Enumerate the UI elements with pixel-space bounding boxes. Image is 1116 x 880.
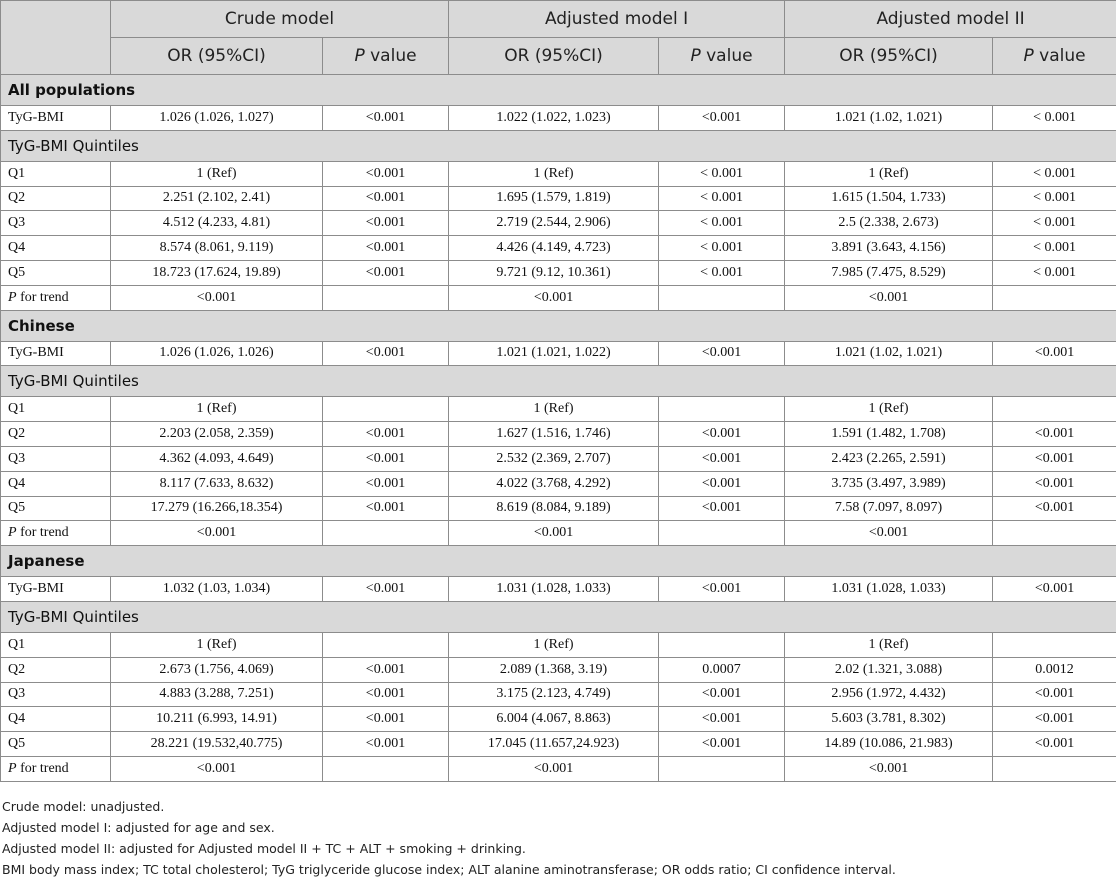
or-adj2-cell: 1.031 (1.028, 1.033) [785, 577, 993, 602]
or-adj1-cell: 17.045 (11.657,24.923) [449, 732, 659, 757]
p-adj2-cell: <0.001 [993, 341, 1116, 366]
or-adj2-cell: 7.985 (7.475, 8.529) [785, 260, 993, 285]
trend-rest: for trend [17, 290, 69, 305]
or-adj2-cell: 7.58 (7.097, 8.097) [785, 496, 993, 521]
trend-adj2-cell: <0.001 [785, 285, 993, 310]
or-crude-cell: 1 (Ref) [111, 397, 323, 422]
p-crude-cell: <0.001 [323, 341, 449, 366]
or-adj1-cell: 1 (Ref) [449, 397, 659, 422]
or-crude-cell: 2.251 (2.102, 2.41) [111, 186, 323, 211]
or-adj1-cell: 2.089 (1.368, 3.19) [449, 657, 659, 682]
trend-adj1-cell: <0.001 [449, 521, 659, 546]
trend-adj2-p-cell [993, 521, 1116, 546]
p-crude-cell: <0.001 [323, 732, 449, 757]
p-adj2-cell [993, 397, 1116, 422]
trend-adj2-cell: <0.001 [785, 756, 993, 781]
header-or-adj1: OR (95%CI) [449, 38, 659, 75]
or-adj1-cell: 6.004 (4.067, 8.863) [449, 707, 659, 732]
p-adj1-cell: <0.001 [659, 422, 785, 447]
trend-rest: for trend [17, 761, 69, 776]
quintile-row [1, 471, 1116, 496]
p-trend-label [1, 756, 111, 781]
p-adj2-cell: < 0.001 [993, 161, 1116, 186]
quintile-row [1, 211, 1116, 236]
or-crude-cell: 1.026 (1.026, 1.027) [111, 106, 323, 131]
quintile-row [1, 397, 1116, 422]
p-adj2-cell: 0.0012 [993, 657, 1116, 682]
or-adj1-cell: 1.021 (1.021, 1.022) [449, 341, 659, 366]
p-adj2-cell: < 0.001 [993, 186, 1116, 211]
p-adj1-cell: < 0.001 [659, 260, 785, 285]
footnote-abbreviations: BMI body mass index; TC total cholesterol; TyG triglyceride glucose index; ALT alanine aminotransferase; OR odds ratio; CI confidence interval. [2, 859, 896, 880]
row-label-cell: TyG-BMI [1, 577, 111, 602]
p-adj2-cell: <0.001 [993, 577, 1116, 602]
or-crude-cell: 1 (Ref) [111, 632, 323, 657]
p-adj1-cell: <0.001 [659, 577, 785, 602]
p-adj1-cell: < 0.001 [659, 236, 785, 261]
row-label-cell: Q2 [1, 657, 111, 682]
p-crude-cell [323, 632, 449, 657]
row-label-cell: Q4 [1, 471, 111, 496]
p-adj1-cell: <0.001 [659, 106, 785, 131]
or-crude-cell: 8.574 (8.061, 9.119) [111, 236, 323, 261]
trend-crude-p-cell [323, 285, 449, 310]
or-adj2-cell: 1.021 (1.02, 1.021) [785, 341, 993, 366]
trend-adj1-p-cell [659, 285, 785, 310]
p-rest: value [701, 46, 753, 66]
or-crude-cell: 4.883 (3.288, 7.251) [111, 682, 323, 707]
p-adj1-cell [659, 397, 785, 422]
p-adj2-cell: < 0.001 [993, 211, 1116, 236]
header-or-crude: OR (95%CI) [111, 38, 323, 75]
row-label-cell: Q3 [1, 446, 111, 471]
quintile-row [1, 446, 1116, 471]
p-italic: P [8, 525, 17, 540]
section-header-label: Japanese [1, 546, 1116, 577]
or-adj2-cell: 2.956 (1.972, 4.432) [785, 682, 993, 707]
tyg-bmi-row [1, 341, 1116, 366]
trend-crude-cell: <0.001 [111, 521, 323, 546]
or-adj1-cell: 1.022 (1.022, 1.023) [449, 106, 659, 131]
row-label-cell: Q1 [1, 397, 111, 422]
or-adj2-cell: 5.603 (3.781, 8.302) [785, 707, 993, 732]
p-crude-cell: <0.001 [323, 682, 449, 707]
row-label-cell: TyG-BMI [1, 341, 111, 366]
tyg-bmi-row [1, 577, 1116, 602]
quintiles-header [1, 130, 1116, 161]
p-trend-label [1, 521, 111, 546]
header-adjusted-model-1: Adjusted model I [449, 1, 785, 38]
or-adj1-cell: 9.721 (9.12, 10.361) [449, 260, 659, 285]
or-adj1-cell: 4.022 (3.768, 4.292) [449, 471, 659, 496]
quintile-row [1, 161, 1116, 186]
p-adj1-cell: 0.0007 [659, 657, 785, 682]
or-adj2-cell: 2.423 (2.265, 2.591) [785, 446, 993, 471]
p-adj1-cell: <0.001 [659, 446, 785, 471]
or-adj1-cell: 2.532 (2.369, 2.707) [449, 446, 659, 471]
p-crude-cell: <0.001 [323, 186, 449, 211]
p-adj1-cell: <0.001 [659, 682, 785, 707]
or-adj1-cell: 1.695 (1.579, 1.819) [449, 186, 659, 211]
table-body [1, 75, 1116, 782]
or-crude-cell: 4.512 (4.233, 4.81) [111, 211, 323, 236]
p-adj1-cell: <0.001 [659, 732, 785, 757]
p-trend-label [1, 285, 111, 310]
table-footnotes [2, 796, 896, 880]
row-label-cell: Q5 [1, 260, 111, 285]
or-crude-cell: 1 (Ref) [111, 161, 323, 186]
footnote-adjusted-1: Adjusted model I: adjusted for age and sex. [2, 817, 896, 838]
quintile-row [1, 707, 1116, 732]
row-label-cell: Q4 [1, 707, 111, 732]
header-p-adj2 [993, 38, 1116, 75]
p-adj2-cell: <0.001 [993, 422, 1116, 447]
p-crude-cell: <0.001 [323, 446, 449, 471]
p-adj2-cell: < 0.001 [993, 106, 1116, 131]
or-crude-cell: 8.117 (7.633, 8.632) [111, 471, 323, 496]
p-italic: P [354, 46, 364, 66]
trend-adj1-p-cell [659, 521, 785, 546]
trend-crude-p-cell [323, 521, 449, 546]
section-header [1, 75, 1116, 106]
or-adj2-cell: 3.735 (3.497, 3.989) [785, 471, 993, 496]
quintiles-header [1, 366, 1116, 397]
p-crude-cell: <0.001 [323, 496, 449, 521]
row-label-cell: Q3 [1, 682, 111, 707]
or-adj2-cell: 1.615 (1.504, 1.733) [785, 186, 993, 211]
quintiles-header-label: TyG-BMI Quintiles [1, 366, 1116, 397]
trend-crude-cell: <0.001 [111, 285, 323, 310]
trend-adj1-cell: <0.001 [449, 285, 659, 310]
p-adj2-cell: < 0.001 [993, 236, 1116, 261]
header-crude-model: Crude model [111, 1, 449, 38]
or-adj2-cell: 14.89 (10.086, 21.983) [785, 732, 993, 757]
header-p-adj1 [659, 38, 785, 75]
p-italic: P [8, 290, 17, 305]
or-adj2-cell: 2.02 (1.321, 3.088) [785, 657, 993, 682]
quintile-row [1, 632, 1116, 657]
row-label-cell: Q1 [1, 632, 111, 657]
row-label-cell: Q5 [1, 496, 111, 521]
trend-adj2-p-cell [993, 756, 1116, 781]
trend-adj2-cell: <0.001 [785, 521, 993, 546]
quintile-row [1, 732, 1116, 757]
p-adj1-cell: <0.001 [659, 341, 785, 366]
quintile-row [1, 657, 1116, 682]
row-label-cell: Q5 [1, 732, 111, 757]
footnote-crude: Crude model: unadjusted. [2, 796, 896, 817]
or-adj1-cell: 8.619 (8.084, 9.189) [449, 496, 659, 521]
quintile-row [1, 186, 1116, 211]
quintile-row [1, 236, 1116, 261]
p-adj1-cell: < 0.001 [659, 186, 785, 211]
p-adj2-cell: < 0.001 [993, 260, 1116, 285]
p-trend-row [1, 756, 1116, 781]
p-adj2-cell: <0.001 [993, 446, 1116, 471]
quintiles-header-label: TyG-BMI Quintiles [1, 601, 1116, 632]
trend-adj1-cell: <0.001 [449, 756, 659, 781]
footnote-adjusted-2: Adjusted model II: adjusted for Adjusted model II + TC + ALT + smoking + drinking. [2, 838, 896, 859]
p-italic: P [8, 761, 17, 776]
or-adj1-cell: 4.426 (4.149, 4.723) [449, 236, 659, 261]
p-adj2-cell: <0.001 [993, 496, 1116, 521]
or-adj1-cell: 1 (Ref) [449, 632, 659, 657]
quintile-row [1, 260, 1116, 285]
row-label-cell: Q2 [1, 186, 111, 211]
header-p-crude [323, 38, 449, 75]
trend-crude-p-cell [323, 756, 449, 781]
p-crude-cell: <0.001 [323, 471, 449, 496]
p-adj1-cell: < 0.001 [659, 211, 785, 236]
p-rest: value [1034, 46, 1086, 66]
trend-adj1-p-cell [659, 756, 785, 781]
row-label-cell: TyG-BMI [1, 106, 111, 131]
p-adj1-cell [659, 632, 785, 657]
p-trend-row [1, 285, 1116, 310]
or-adj2-cell: 1.021 (1.02, 1.021) [785, 106, 993, 131]
quintiles-header-label: TyG-BMI Quintiles [1, 130, 1116, 161]
header-or-adj2: OR (95%CI) [785, 38, 993, 75]
table-header [1, 1, 1116, 75]
p-italic: P [1023, 46, 1033, 66]
or-adj2-cell: 3.891 (3.643, 4.156) [785, 236, 993, 261]
or-crude-cell: 1.032 (1.03, 1.034) [111, 577, 323, 602]
p-adj1-cell: < 0.001 [659, 161, 785, 186]
row-label-cell: Q1 [1, 161, 111, 186]
p-adj2-cell: <0.001 [993, 682, 1116, 707]
p-adj1-cell: <0.001 [659, 471, 785, 496]
p-crude-cell: <0.001 [323, 106, 449, 131]
p-crude-cell: <0.001 [323, 236, 449, 261]
p-trend-row [1, 521, 1116, 546]
tyg-bmi-row [1, 106, 1116, 131]
p-crude-cell: <0.001 [323, 260, 449, 285]
p-adj2-cell: <0.001 [993, 707, 1116, 732]
or-crude-cell: 4.362 (4.093, 4.649) [111, 446, 323, 471]
section-header [1, 310, 1116, 341]
or-adj2-cell: 2.5 (2.338, 2.673) [785, 211, 993, 236]
p-crude-cell: <0.001 [323, 161, 449, 186]
or-adj2-cell: 1 (Ref) [785, 397, 993, 422]
or-adj1-cell: 3.175 (2.123, 4.749) [449, 682, 659, 707]
or-adj1-cell: 1.031 (1.028, 1.033) [449, 577, 659, 602]
trend-adj2-p-cell [993, 285, 1116, 310]
p-adj2-cell [993, 632, 1116, 657]
p-crude-cell: <0.001 [323, 657, 449, 682]
or-crude-cell: 10.211 (6.993, 14.91) [111, 707, 323, 732]
section-header-label: All populations [1, 75, 1116, 106]
or-adj2-cell: 1 (Ref) [785, 632, 993, 657]
p-crude-cell [323, 397, 449, 422]
quintile-row [1, 682, 1116, 707]
section-header [1, 546, 1116, 577]
p-crude-cell: <0.001 [323, 211, 449, 236]
or-crude-cell: 28.221 (19.532,40.775) [111, 732, 323, 757]
p-adj1-cell: <0.001 [659, 496, 785, 521]
quintiles-header [1, 601, 1116, 632]
row-label-cell: Q4 [1, 236, 111, 261]
p-italic: P [690, 46, 700, 66]
or-crude-cell: 2.673 (1.756, 4.069) [111, 657, 323, 682]
or-adj2-cell: 1.591 (1.482, 1.708) [785, 422, 993, 447]
or-crude-cell: 1.026 (1.026, 1.026) [111, 341, 323, 366]
or-crude-cell: 18.723 (17.624, 19.89) [111, 260, 323, 285]
trend-crude-cell: <0.001 [111, 756, 323, 781]
p-crude-cell: <0.001 [323, 577, 449, 602]
or-crude-cell: 2.203 (2.058, 2.359) [111, 422, 323, 447]
header-adjusted-model-2: Adjusted model II [785, 1, 1116, 38]
p-crude-cell: <0.001 [323, 422, 449, 447]
quintile-row [1, 422, 1116, 447]
or-adj2-cell: 1 (Ref) [785, 161, 993, 186]
quintile-row [1, 496, 1116, 521]
header-corner-cell [1, 1, 111, 75]
or-adj1-cell: 1.627 (1.516, 1.746) [449, 422, 659, 447]
section-header-label: Chinese [1, 310, 1116, 341]
p-adj2-cell: <0.001 [993, 732, 1116, 757]
p-crude-cell: <0.001 [323, 707, 449, 732]
or-adj1-cell: 2.719 (2.544, 2.906) [449, 211, 659, 236]
or-adj1-cell: 1 (Ref) [449, 161, 659, 186]
row-label-cell: Q2 [1, 422, 111, 447]
p-adj2-cell: <0.001 [993, 471, 1116, 496]
p-rest: value [365, 46, 417, 66]
p-adj1-cell: <0.001 [659, 707, 785, 732]
trend-rest: for trend [17, 525, 69, 540]
row-label-cell: Q3 [1, 211, 111, 236]
or-crude-cell: 17.279 (16.266,18.354) [111, 496, 323, 521]
